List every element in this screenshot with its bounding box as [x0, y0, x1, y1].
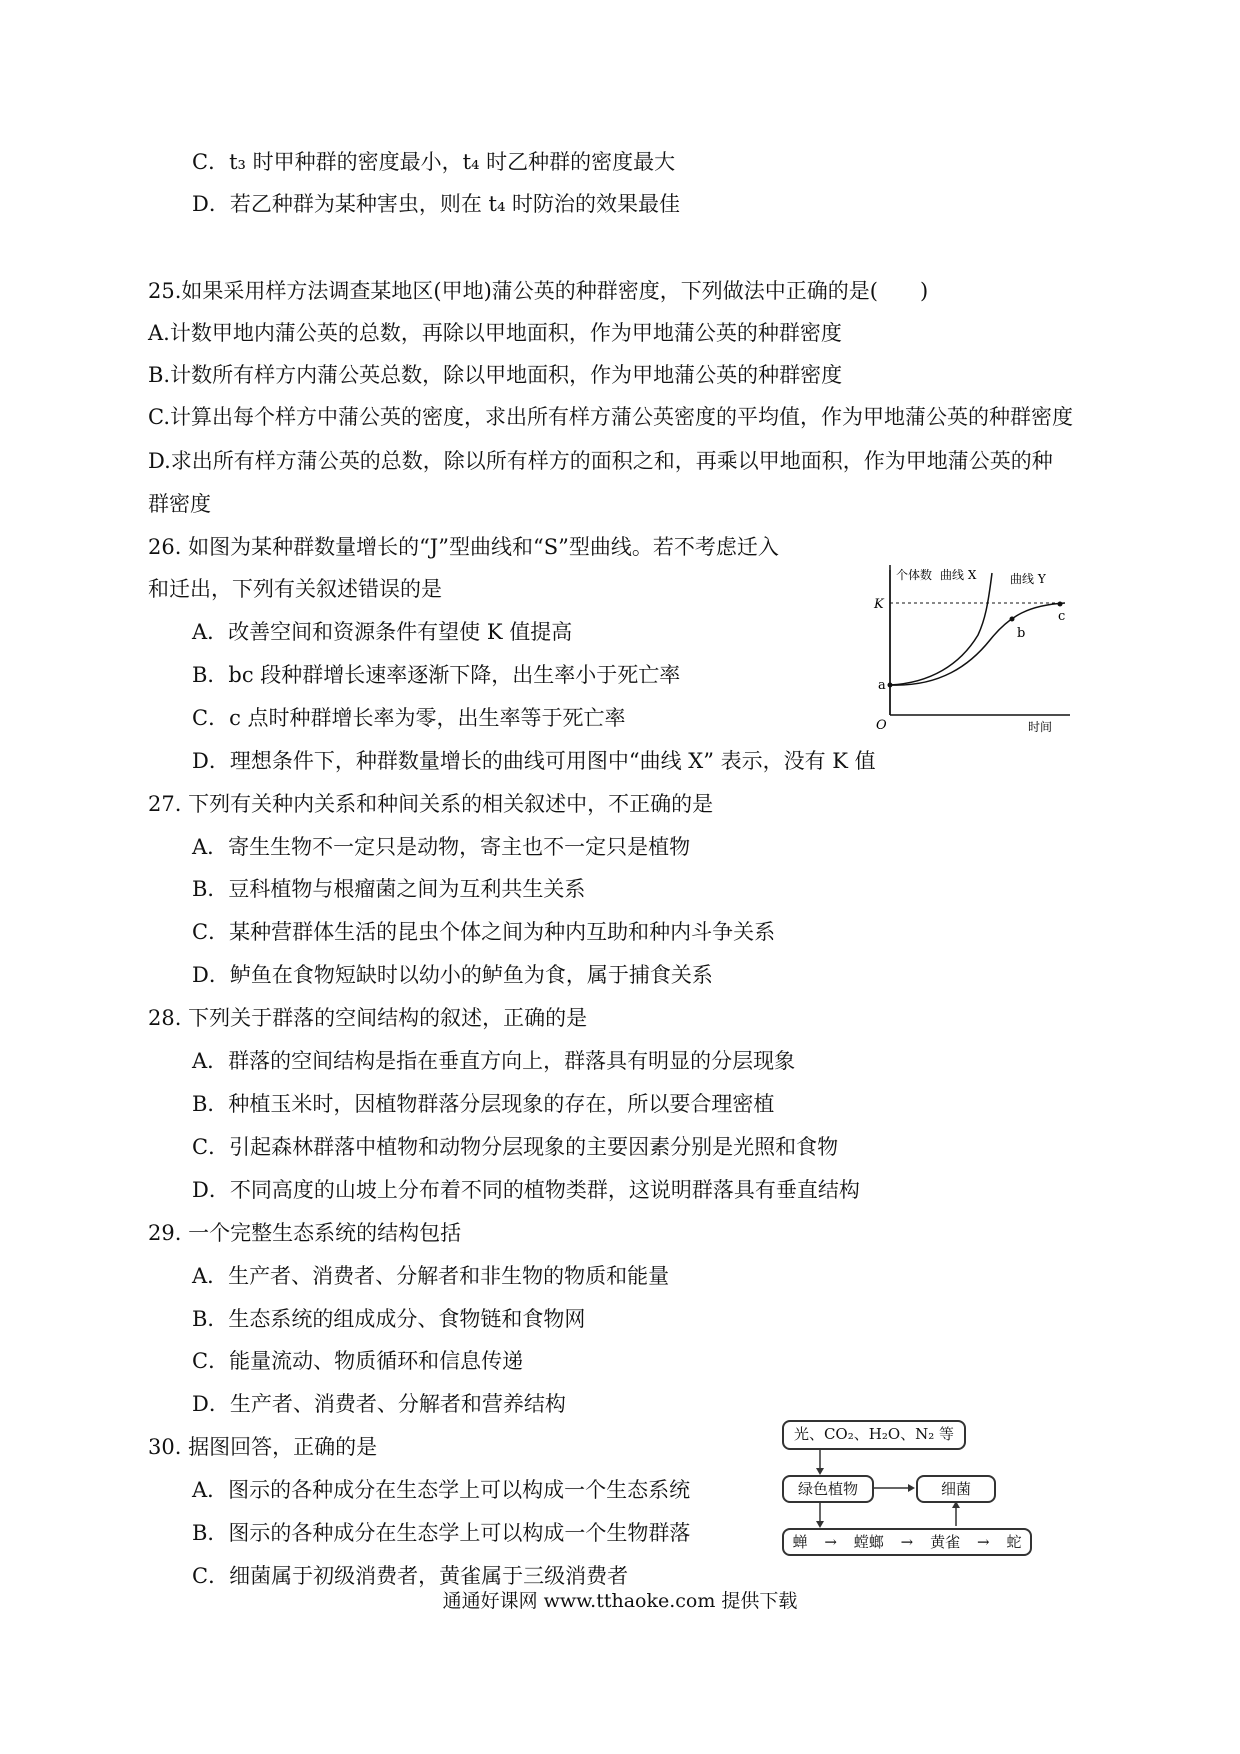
q28-option-d: D．不同高度的山坡上分布着不同的植物类群，这说明群落具有垂直结构: [192, 1178, 860, 1202]
food-chain-box: [782, 1528, 1032, 1556]
q26-option-b: B．bc 段种群增长速率逐渐下降，出生率小于死亡率: [192, 663, 681, 687]
abiotic-factors-box: 光、CO₂、H₂O、N₂ 等: [782, 1420, 966, 1450]
point-c: [1058, 602, 1063, 607]
q26-stem-line1: 26. 如图为某种群数量增长的“J”型曲线和“S”型曲线。若不考虑迁入: [148, 535, 779, 559]
bacteria-box: 细菌: [916, 1475, 996, 1503]
q26-option-d: D．理想条件下，种群数量增长的曲线可用图中“曲线 X” 表示，没有 K 值: [192, 749, 876, 773]
q26-option-a: A．改善空间和资源条件有望使 K 值提高: [192, 620, 573, 644]
q25-option-b: B.计数所有样方内蒲公英总数，除以甲地面积，作为甲地蒲公英的种群密度: [148, 363, 843, 387]
q28-option-c: C．引起森林群落中植物和动物分层现象的主要因素分别是光照和食物: [192, 1135, 839, 1159]
arrow-icon: →: [824, 1533, 837, 1551]
graph-origin-label: O: [876, 718, 887, 733]
q25-stem: 25.如果采用样方法调查某地区(甲地)蒲公英的种群密度，下列做法中正确的是( ): [148, 279, 929, 303]
curve-y: [890, 603, 1065, 685]
q29-option-b: B．生态系统的组成成分、食物链和食物网: [192, 1307, 586, 1331]
q24-option-c: C．t₃ 时甲种群的密度最小，t₄ 时乙种群的密度最大: [192, 150, 676, 174]
q30-option-a: A．图示的各种成分在生态学上可以构成一个生态系统: [192, 1478, 691, 1502]
q26-stem-line2: 和迁出，下列有关叙述错误的是: [148, 577, 442, 601]
ecosystem-diagram: [780, 1418, 1040, 1568]
point-b: [1010, 617, 1015, 622]
graph-curve-y-label: 曲线 Y: [1010, 572, 1046, 586]
graph-xlabel: 时间: [1028, 720, 1053, 734]
q30-option-b: B．图示的各种成分在生态学上可以构成一个生物群落: [192, 1521, 691, 1545]
graph-ylabel: 个体数: [896, 568, 933, 582]
q25-option-c: C.计算出每个样方中蒲公英的密度，求出所有样方蒲公英密度的平均值，作为甲地蒲公英的种群密度: [148, 405, 1073, 429]
q25-option-a: A.计数甲地内蒲公英的总数，再除以甲地面积，作为甲地蒲公英的种群密度: [148, 321, 842, 345]
q29-stem: 29. 一个完整生态系统的结构包括: [148, 1221, 462, 1245]
graph-point-b-label: b: [1017, 626, 1026, 641]
food-chain-mantis: 螳螂: [853, 1533, 884, 1551]
arrow-icon: →: [977, 1533, 990, 1551]
curve-x: [890, 573, 992, 685]
q28-option-b: B．种植玉米时，因植物群落分层现象的存在，所以要合理密植: [192, 1092, 775, 1116]
q29-option-c: C．能量流动、物质循环和信息传递: [192, 1349, 524, 1373]
q26-option-c: C．c 点时种群增长率为零，出生率等于死亡率: [192, 706, 626, 730]
point-a: [888, 683, 893, 688]
q30-option-c: C．细菌属于初级消费者，黄雀属于三级消费者: [192, 1564, 629, 1588]
population-growth-graph: [860, 565, 1080, 735]
q28-stem: 28. 下列关于群落的空间结构的叙述，正确的是: [148, 1006, 588, 1030]
page-footer: 通通好课网 www.tthaoke.com 提供下载: [442, 1590, 798, 1612]
q27-option-b: B．豆科植物与根瘤菌之间为互利共生关系: [192, 877, 586, 901]
q27-option-d: D．鲈鱼在食物短缺时以幼小的鲈鱼为食，属于捕食关系: [192, 963, 713, 987]
q24-option-d: D．若乙种群为某种害虫，则在 t₄ 时防治的效果最佳: [192, 192, 681, 216]
q28-option-a: A．群落的空间结构是指在垂直方向上，群落具有明显的分层现象: [192, 1049, 796, 1073]
graph-point-a-label: a: [878, 678, 886, 693]
food-chain-siskin: 黄雀: [930, 1533, 961, 1551]
green-plants-box: 绿色植物: [782, 1475, 874, 1503]
q25-option-d-line1: D.求出所有样方蒲公英的总数，除以所有样方的面积之和，再乘以甲地面积，作为甲地蒲公英的种: [148, 449, 1053, 473]
q27-option-a: A．寄生生物不一定只是动物，寄主也不一定只是植物: [192, 835, 691, 859]
q27-option-c: C．某种营群体生活的昆虫个体之间为种内互助和种内斗争关系: [192, 920, 776, 944]
food-chain-cicada: 蝉: [792, 1533, 808, 1551]
graph-curve-x-label: 曲线 X: [940, 568, 977, 582]
q29-option-a: A．生产者、消费者、分解者和非生物的物质和能量: [192, 1264, 670, 1288]
arrow-icon: →: [900, 1533, 914, 1551]
q27-stem: 27. 下列有关种内关系和种间关系的相关叙述中，不正确的是: [148, 792, 714, 816]
q30-stem: 30. 据图回答，正确的是: [148, 1435, 378, 1459]
graph-k-label: K: [874, 597, 884, 612]
q25-option-d-line2: 群密度: [148, 492, 211, 516]
food-chain-snake: 蛇: [1006, 1533, 1022, 1551]
q29-option-d: D．生产者、消费者、分解者和营养结构: [192, 1392, 566, 1416]
graph-point-c-label: c: [1058, 609, 1066, 624]
